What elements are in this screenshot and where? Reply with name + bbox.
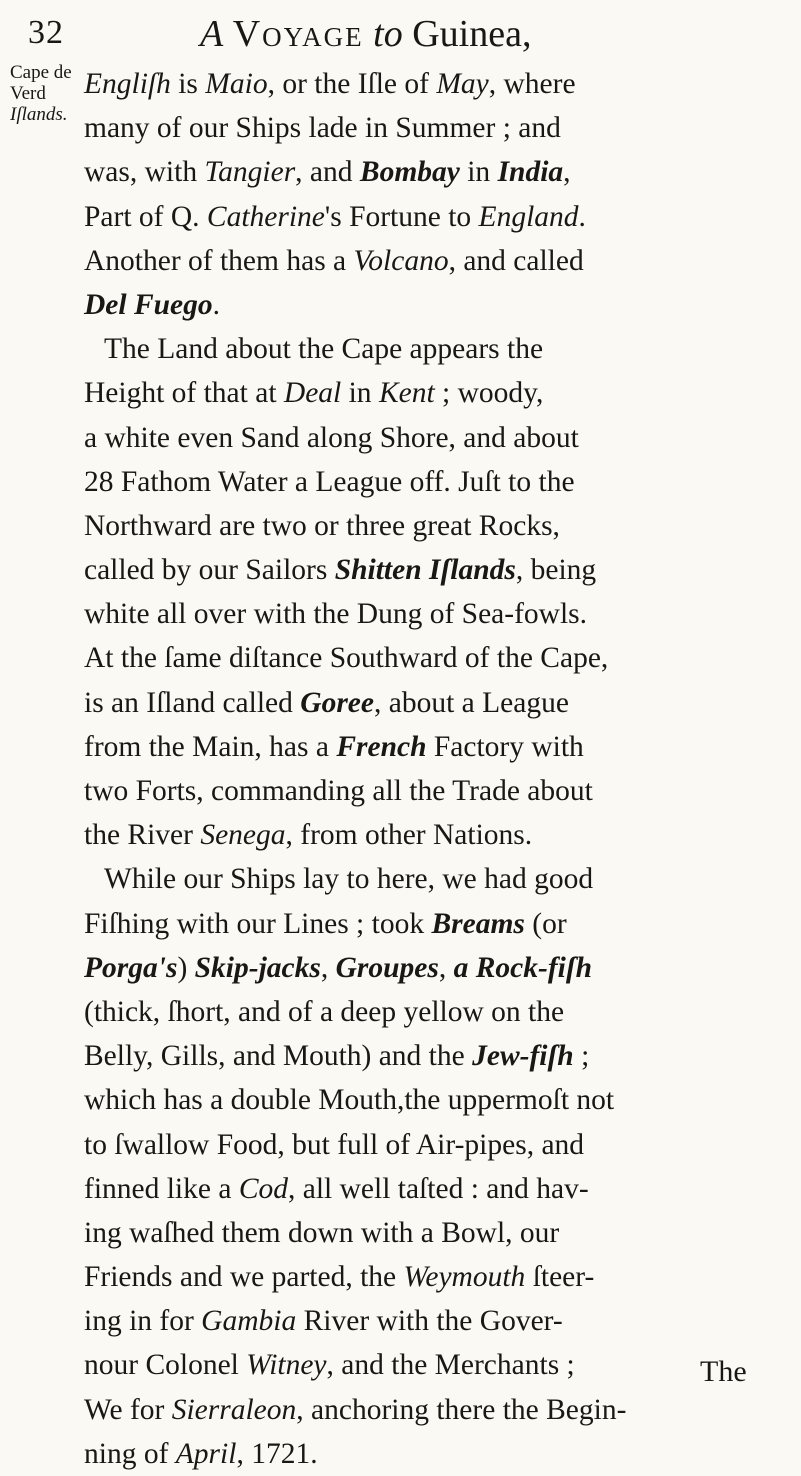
text-segment: Part of Q. <box>84 200 207 233</box>
text-line <box>84 725 784 769</box>
text-segment: , where <box>488 68 576 100</box>
text-line <box>84 636 784 680</box>
margin-note <box>10 62 74 125</box>
text-line <box>84 990 784 1034</box>
text-line <box>84 1432 784 1476</box>
text-line <box>84 1167 784 1211</box>
text-segment: Cod <box>238 1172 289 1205</box>
text-segment: ſteer- <box>525 1261 595 1294</box>
text-segment: Height of that at <box>84 377 284 410</box>
text-line <box>84 62 784 106</box>
text-segment: , about a League <box>374 686 569 719</box>
text-line <box>84 1255 784 1299</box>
margin-note-line: Iſlands. <box>10 104 68 125</box>
text-segment: ; woody, <box>434 377 544 410</box>
margin-note-line: Cape de <box>10 62 72 83</box>
text-segment: called by our Sailors <box>84 554 335 587</box>
text-line <box>84 327 784 371</box>
text-segment: ing in for <box>84 1305 202 1338</box>
text-segment: Shitten Iſlands <box>334 554 516 587</box>
text-line <box>84 1343 784 1387</box>
text-segment: River with the Gover- <box>296 1305 563 1338</box>
text-segment: , <box>320 951 336 984</box>
text-line <box>84 195 784 239</box>
text-line <box>84 106 784 150</box>
text-segment: two Forts, commanding all the Trade about <box>84 775 593 807</box>
running-head <box>200 12 531 56</box>
text-segment: finned like a <box>84 1172 239 1205</box>
text-line <box>84 946 784 990</box>
text-segment: . <box>578 200 586 233</box>
text-segment: Weymouth <box>403 1261 526 1294</box>
text-segment: At the ſame diſtance Southward of the Cape, <box>84 642 609 675</box>
body-text <box>84 62 784 1476</box>
text-segment: Porga's <box>84 951 178 984</box>
text-segment: 's Fortune to <box>324 200 479 233</box>
text-segment: , all well taſted : and hav- <box>288 1172 589 1205</box>
text-segment: to ſwallow Food, but full of Air-pipes, and <box>84 1128 585 1161</box>
text-segment: Deal <box>283 377 342 410</box>
text-segment: England <box>478 200 579 233</box>
text-segment: Belly, Gills, and Mouth) and the <box>84 1040 473 1073</box>
text-line <box>84 371 784 415</box>
running-head-article: A <box>200 13 224 55</box>
text-segment: Tangier <box>204 156 296 189</box>
text-segment: Gambia <box>201 1305 297 1338</box>
text-line <box>84 504 784 548</box>
text-line <box>84 857 784 901</box>
text-segment: Breams <box>431 907 525 940</box>
text-segment: We for <box>84 1393 172 1426</box>
text-segment: was, with <box>84 156 205 189</box>
text-segment: , and the Merchants ; <box>326 1349 575 1382</box>
text-segment: Engliſh <box>84 68 171 100</box>
text-segment: (thick, ſhort, and of a deep yellow on the <box>84 995 565 1028</box>
text-segment: Senega <box>200 819 286 852</box>
running-head-voyage: Voyage <box>232 13 364 55</box>
text-segment: , anchoring there the Begin- <box>296 1393 627 1426</box>
text-line <box>84 902 784 946</box>
text-segment: , or the Iſle of <box>267 68 437 100</box>
text-segment: , <box>563 156 571 189</box>
text-segment: , <box>438 951 454 984</box>
text-segment: The Land about the Cape appears the <box>104 333 544 366</box>
text-segment: which has a double Mouth,the uppermoſt not <box>84 1084 615 1117</box>
text-segment: in <box>459 156 498 189</box>
text-line <box>84 681 784 725</box>
text-segment: from the Main, has a <box>84 730 337 763</box>
text-segment: a white even Sand along Shore, and about <box>84 421 579 454</box>
text-segment: Sierraleon <box>171 1393 297 1426</box>
text-segment: Northward are two or three great Rocks, <box>84 509 560 542</box>
text-segment: ing waſhed them down with a Bowl, our <box>84 1216 560 1249</box>
text-line <box>84 1034 784 1078</box>
text-segment: April <box>175 1437 237 1470</box>
text-segment: , from other Nations. <box>285 819 533 852</box>
text-segment: Maio <box>205 68 268 100</box>
text-line <box>84 150 784 194</box>
text-segment: ; <box>573 1040 590 1073</box>
text-segment: Another of them has a <box>84 244 354 277</box>
text-segment: Factory with <box>426 730 584 763</box>
page-number: 32 <box>28 14 64 51</box>
text-line <box>84 548 784 592</box>
margin-note-line: Verd <box>10 83 46 104</box>
text-line <box>84 592 784 636</box>
text-segment: ning of <box>84 1437 176 1470</box>
text-segment: Bombay <box>359 156 460 189</box>
text-segment: 28 Fathom Water a League off. Juſt to the <box>84 465 575 498</box>
catchword: The <box>700 1355 747 1388</box>
text-line <box>84 460 784 504</box>
text-segment: . <box>212 288 221 321</box>
text-segment: Fiſhing with our Lines ; took <box>84 907 432 940</box>
text-segment: (or <box>524 907 567 940</box>
text-line <box>84 1388 784 1432</box>
running-head-to: to <box>373 13 403 55</box>
text-segment: in <box>341 377 379 410</box>
text-segment: is an Iſland called <box>84 686 301 719</box>
text-line <box>84 1078 784 1122</box>
text-line <box>84 416 784 460</box>
text-segment: Witney <box>246 1349 327 1382</box>
text-segment: , being <box>515 554 597 587</box>
text-line <box>84 283 784 327</box>
text-segment: , and <box>295 156 360 189</box>
text-line <box>84 769 784 813</box>
text-segment: , 1721. <box>236 1437 318 1470</box>
text-segment: a Rock-fiſh <box>453 951 593 984</box>
text-segment: nour Colonel <box>84 1349 247 1382</box>
text-segment: , and called <box>448 244 584 277</box>
running-head-place: Guinea, <box>412 13 532 55</box>
text-segment: Volcano <box>353 244 449 277</box>
text-segment: Friends and we parted, the <box>84 1261 404 1294</box>
text-segment: Kent <box>378 377 435 410</box>
text-segment: Jew-fiſh <box>472 1040 574 1073</box>
text-segment: May <box>436 68 489 100</box>
text-segment: Del Fuego <box>84 288 213 321</box>
text-line <box>84 1211 784 1255</box>
text-segment: Goree <box>300 686 374 719</box>
text-segment: Skip-jacks <box>194 951 321 984</box>
text-segment: many of our Ships lade in Summer ; and <box>84 112 561 145</box>
text-line <box>84 813 784 857</box>
text-segment: While our Ships lay to here, we had good <box>104 863 594 896</box>
text-segment: white all over with the Dung of Sea-fowls. <box>84 598 588 631</box>
text-segment: India <box>497 156 564 189</box>
text-line <box>84 1123 784 1167</box>
text-segment: Catherine <box>206 200 325 233</box>
text-segment: ) <box>177 951 195 984</box>
text-line <box>84 239 784 283</box>
text-segment: French <box>336 730 427 763</box>
text-segment: is <box>170 68 206 100</box>
text-segment: Groupes <box>335 951 439 984</box>
text-segment: the River <box>84 819 201 852</box>
text-line <box>84 1299 784 1343</box>
